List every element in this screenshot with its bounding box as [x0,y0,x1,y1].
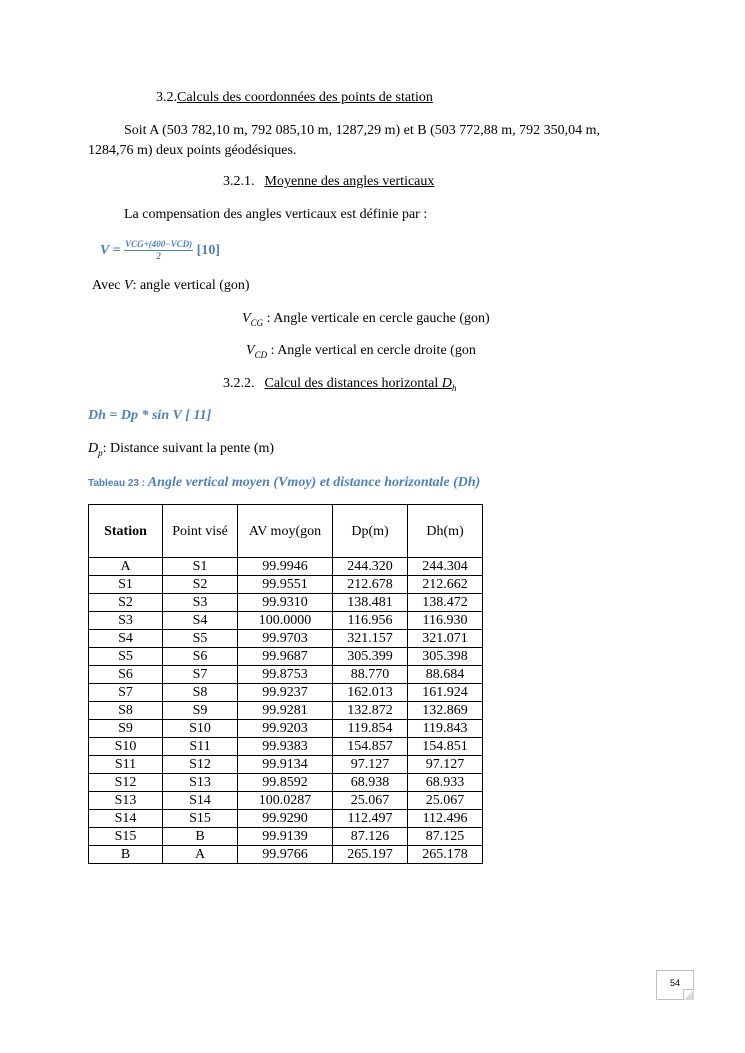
cell-dh: 244.304 [408,558,483,576]
cell-dp: 154.857 [333,738,408,756]
header-point-vise: Point visé [163,505,238,558]
table-row [89,846,483,864]
cell-dp: 87.126 [333,828,408,846]
formula-ref: [10] [196,243,220,258]
symbol-sub: CG [250,317,264,328]
cell-av-moy: 100.0000 [238,612,333,630]
cell-dp: 25.067 [333,792,408,810]
formula-vertical-angle [100,238,220,264]
cell-point-vise: S12 [163,756,238,774]
cell-point-vise: S9 [163,702,238,720]
cell-dp: 119.854 [333,720,408,738]
cell-dh: 265.178 [408,846,483,864]
cell-point-vise: S5 [163,630,238,648]
cell-dp: 132.872 [333,702,408,720]
cell-point-vise: S4 [163,612,238,630]
table-row [89,630,483,648]
caption-title: Angle vertical moyen (Vmoy) et distance horizontale (Dh) [147,475,481,490]
cell-dp: 138.481 [333,594,408,612]
table-row [89,738,483,756]
table-caption [88,474,480,493]
cell-dh: 161.924 [408,684,483,702]
cell-point-vise: S15 [163,810,238,828]
cell-station: S12 [89,774,163,792]
cell-point-vise: S11 [163,738,238,756]
definition-dp [88,440,274,462]
avec-prefix: Avec [92,278,124,293]
cell-station: B [89,846,163,864]
cell-station: A [89,558,163,576]
cell-av-moy: 99.9946 [238,558,333,576]
paragraph-compensation: La compensation des angles verticaux est définie par : [124,207,428,222]
table-row [89,702,483,720]
formula-denominator: 2 [156,251,161,262]
symbol-sub: CD [254,349,268,360]
cell-dh: 321.071 [408,630,483,648]
cell-point-vise: S10 [163,720,238,738]
page-fold-icon [683,989,694,1000]
cell-av-moy: 99.9139 [238,828,333,846]
symbol-d: D [88,441,99,456]
cell-point-vise: S3 [163,594,238,612]
cell-station: S4 [89,630,163,648]
table-row [89,774,483,792]
cell-station: S11 [89,756,163,774]
cell-point-vise: S2 [163,576,238,594]
cell-point-vise: A [163,846,238,864]
formula-numerator: VCG+(400−VCD) [125,239,193,250]
cell-point-vise: B [163,828,238,846]
cell-dp: 212.678 [333,576,408,594]
section-heading-3-2-2 [223,375,456,397]
cell-point-vise: S7 [163,666,238,684]
cell-dp: 305.399 [333,648,408,666]
header-dp: Dp(m) [333,505,408,558]
cell-station: S6 [89,666,163,684]
cell-av-moy: 99.9310 [238,594,333,612]
cell-dh: 119.843 [408,720,483,738]
cell-dp: 97.127 [333,756,408,774]
page-number: 54 [669,978,680,988]
cell-station: S9 [89,720,163,738]
cell-dh: 25.067 [408,792,483,810]
cell-av-moy: 99.8592 [238,774,333,792]
symbol-sub: h [451,382,457,393]
cell-av-moy: 99.9290 [238,810,333,828]
definition-vcd [246,342,476,364]
formula-fraction [124,239,193,262]
formula-horizontal-distance: Dh = Dp * sin V [ 11] [88,408,212,423]
cell-dp: 162.013 [333,684,408,702]
cell-point-vise: S6 [163,648,238,666]
symbol-v: V [242,311,251,326]
cell-av-moy: 99.8753 [238,666,333,684]
section-title: Calculs des coordonnées des points de station [177,90,433,105]
cell-dh: 87.125 [408,828,483,846]
cell-dh: 68.933 [408,774,483,792]
header-av-moy: AV moy(gon [238,505,333,558]
section-number: 3.2. [156,90,177,105]
table-row [89,594,483,612]
cell-av-moy: 99.9687 [238,648,333,666]
cell-av-moy: 99.9134 [238,756,333,774]
cell-av-moy: 99.9766 [238,846,333,864]
cell-dp: 244.320 [333,558,408,576]
table-row [89,648,483,666]
table-row [89,558,483,576]
cell-dh: 305.398 [408,648,483,666]
cell-station: S7 [89,684,163,702]
cell-dh: 132.869 [408,702,483,720]
page-number-box [656,970,694,1000]
table-row [89,666,483,684]
table-row [89,792,483,810]
cell-point-vise: S8 [163,684,238,702]
cell-station: S10 [89,738,163,756]
table-header-row [89,505,483,558]
table-row [89,684,483,702]
cell-dh: 138.472 [408,594,483,612]
caption-label: Tableau 23 : [88,478,148,489]
header-dh: Dh(m) [408,505,483,558]
table-row [89,756,483,774]
cell-station: S2 [89,594,163,612]
table-row [89,810,483,828]
cell-dh: 212.662 [408,576,483,594]
cell-dp: 116.956 [333,612,408,630]
definition-vcg [242,310,490,332]
symbol-d: D [441,376,452,391]
cell-av-moy: 99.9551 [238,576,333,594]
definition-v [92,277,250,295]
header-station: Station [89,505,163,558]
definition-text: : Angle vertical en cercle droite (gon [267,343,476,358]
data-table [88,504,483,864]
cell-station: S13 [89,792,163,810]
cell-point-vise: S13 [163,774,238,792]
cell-station: S15 [89,828,163,846]
table-row [89,828,483,846]
cell-station: S14 [89,810,163,828]
table-body [89,558,483,864]
cell-dh: 97.127 [408,756,483,774]
symbol-v: V [124,278,133,293]
section-title: Moyenne des angles verticaux [264,174,435,189]
cell-av-moy: 100.0287 [238,792,333,810]
cell-station: S8 [89,702,163,720]
symbol-v: V [246,343,255,358]
cell-dp: 265.197 [333,846,408,864]
section-number: 3.2.1. [223,174,255,189]
cell-dh: 112.496 [408,810,483,828]
paragraph-points-line-2: 1284,76 m) deux points géodésiques. [88,143,297,158]
cell-dp: 88.770 [333,666,408,684]
cell-av-moy: 99.9383 [238,738,333,756]
section-heading-3-2-1 [223,173,434,191]
cell-dp: 321.157 [333,630,408,648]
section-title [265,376,457,391]
cell-av-moy: 99.9203 [238,720,333,738]
cell-av-moy: 99.9703 [238,630,333,648]
table-row [89,720,483,738]
section-title-text: Calcul des distances horizontal [264,376,442,391]
definition-text: : Angle verticale en cercle gauche (gon) [263,311,490,326]
cell-av-moy: 99.9281 [238,702,333,720]
cell-dp: 112.497 [333,810,408,828]
cell-av-moy: 99.9237 [238,684,333,702]
paragraph-points-line-1: Soit A (503 782,10 m, 792 085,10 m, 1287,29 m) et B (503 772,88 m, 792 350,04 m, [124,123,601,138]
cell-dp: 68.938 [333,774,408,792]
definition-text: : Distance suivant la pente (m) [102,441,275,456]
cell-dh: 154.851 [408,738,483,756]
cell-point-vise: S1 [163,558,238,576]
cell-dh: 88.684 [408,666,483,684]
formula-lhs: V = [100,243,121,258]
cell-dh: 116.930 [408,612,483,630]
cell-station: S1 [89,576,163,594]
cell-station: S3 [89,612,163,630]
section-number: 3.2.2. [223,376,255,391]
cell-point-vise: S14 [163,792,238,810]
cell-station: S5 [89,648,163,666]
table-row [89,612,483,630]
table-row [89,576,483,594]
section-heading-3-2 [156,89,433,107]
symbol-sub: p [98,447,103,458]
definition-text: : angle vertical (gon) [132,278,250,293]
